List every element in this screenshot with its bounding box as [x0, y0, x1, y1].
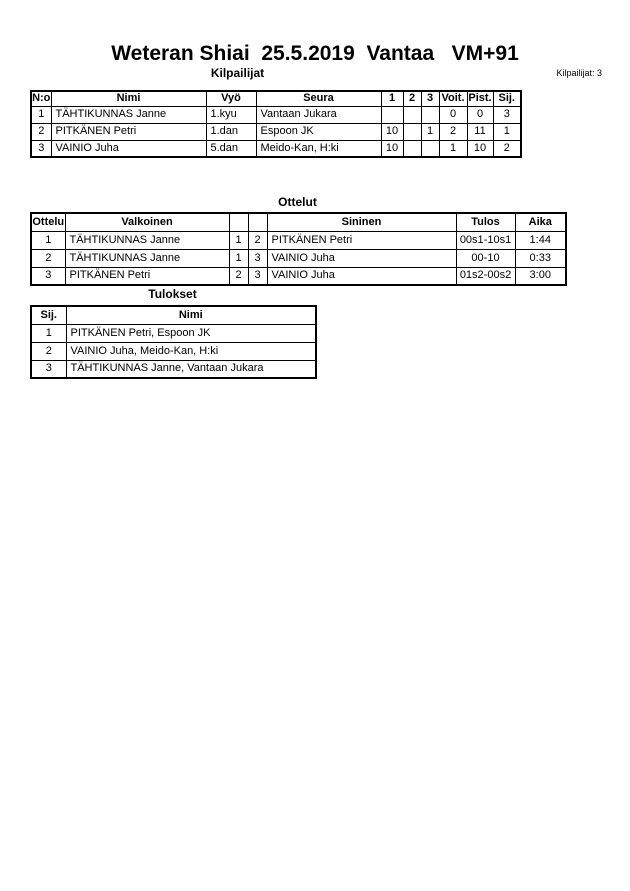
header-cell: Seura [256, 91, 381, 106]
table-header-row [31, 213, 566, 231]
cell-r2 [403, 140, 421, 157]
cell-nimi: VAINIO Juha [51, 140, 206, 157]
cell-sij: 2 [31, 342, 66, 360]
cell-r3: 1 [421, 123, 439, 140]
ottelut-table [30, 212, 567, 286]
table-row [31, 249, 566, 267]
cell-valkoinen-no: 2 [229, 267, 248, 285]
cell-sij: 1 [493, 123, 521, 140]
cell-valkoinen: TÄHTIKUNNAS Janne [65, 231, 229, 249]
cell-sininen-no: 3 [248, 249, 267, 267]
cell-r3 [421, 140, 439, 157]
cell-vyo: 1.dan [206, 123, 256, 140]
cell-sininen: VAINIO Juha [267, 267, 456, 285]
header-cell: Nimi [51, 91, 206, 106]
kilpailijat-table [30, 90, 522, 158]
cell-nimi: PITKÄNEN Petri [51, 123, 206, 140]
table-row [31, 267, 566, 285]
cell-pist: 11 [467, 123, 493, 140]
header-cell: Aika [515, 213, 566, 231]
header-cell: Valkoinen [65, 213, 229, 231]
cell-ottelu: 2 [31, 249, 65, 267]
header-cell: 3 [421, 91, 439, 106]
header-cell: 1 [381, 91, 403, 106]
cell-seura: Espoon JK [256, 123, 381, 140]
cell-voit: 1 [439, 140, 467, 157]
page-title: Weteran Shiai 25.5.2019 Vantaa VM+91 [111, 42, 519, 65]
table-header-row [31, 91, 521, 106]
cell-r1: 10 [381, 123, 403, 140]
cell-no: 3 [31, 140, 51, 157]
cell-tulos: 00-10 [456, 249, 515, 267]
header-cell: Sininen [267, 213, 456, 231]
header-cell [229, 213, 248, 231]
section-title-ottelut: Ottelut [278, 195, 317, 209]
header-cell: Voit. [439, 91, 467, 106]
cell-voit: 0 [439, 106, 467, 123]
cell-no: 2 [31, 123, 51, 140]
cell-voit: 2 [439, 123, 467, 140]
cell-sininen: PITKÄNEN Petri [267, 231, 456, 249]
cell-nimi: PITKÄNEN Petri, Espoon JK [66, 324, 316, 342]
cell-pist: 0 [467, 106, 493, 123]
cell-sij: 3 [31, 360, 66, 378]
section-title-kilpailijat: Kilpailijat [210, 66, 265, 80]
cell-ottelu: 1 [31, 231, 65, 249]
cell-seura: Meido-Kan, H:ki [256, 140, 381, 157]
cell-nimi: TÄHTIKUNNAS Janne [51, 106, 206, 123]
cell-sininen-no: 3 [248, 267, 267, 285]
cell-sininen-no: 2 [248, 231, 267, 249]
header-cell: Nimi [66, 306, 316, 324]
cell-vyo: 1.kyu [206, 106, 256, 123]
table-row [31, 324, 316, 342]
table-row [31, 231, 566, 249]
cell-r2 [403, 123, 421, 140]
header-cell: Sij. [31, 306, 66, 324]
header-cell: Tulos [456, 213, 515, 231]
section-title-tulokset: Tulokset [148, 287, 197, 301]
header-cell: Vyö [206, 91, 256, 106]
header-cell: Pist. [468, 92, 492, 105]
cell-valkoinen: PITKÄNEN Petri [65, 267, 229, 285]
cell-aika: 1:44 [515, 231, 566, 249]
table-header-row [31, 306, 316, 324]
header-cell: N:o [32, 92, 51, 105]
cell-nimi: VAINIO Juha, Meido-Kan, H:ki [66, 342, 316, 360]
cell-r1 [381, 106, 403, 123]
cell-tulos: 01s2-00s2 [456, 267, 515, 285]
tulokset-table [30, 305, 317, 379]
cell-sininen: VAINIO Juha [267, 249, 456, 267]
cell-ottelu: 3 [31, 267, 65, 285]
header-cell: Ottelu [31, 213, 65, 231]
cell-valkoinen-no: 1 [229, 249, 248, 267]
cell-pist: 10 [467, 140, 493, 157]
header-cell [248, 213, 267, 231]
cell-vyo: 5.dan [206, 140, 256, 157]
competitor-count-label: Kilpailijat: 3 [556, 68, 602, 78]
cell-valkoinen-no: 1 [229, 231, 248, 249]
header-cell: Sij. [493, 91, 521, 106]
cell-r1: 10 [381, 140, 403, 157]
cell-aika: 3:00 [515, 267, 566, 285]
cell-r3 [421, 106, 439, 123]
cell-sij: 3 [493, 106, 521, 123]
cell-valkoinen: TÄHTIKUNNAS Janne [65, 249, 229, 267]
table-row [31, 123, 521, 140]
cell-no: 1 [31, 106, 51, 123]
cell-tulos: 00s1-10s1 [456, 231, 515, 249]
table-row [31, 360, 316, 378]
table-row [31, 342, 316, 360]
cell-sij: 2 [493, 140, 521, 157]
cell-nimi: TÄHTIKUNNAS Janne, Vantaan Jukara [66, 360, 316, 378]
cell-aika: 0:33 [515, 249, 566, 267]
table-row [31, 106, 521, 123]
table-row [31, 140, 521, 157]
cell-sij: 1 [31, 324, 66, 342]
cell-seura: Vantaan Jukara [256, 106, 381, 123]
cell-r2 [403, 106, 421, 123]
header-cell: 2 [403, 91, 421, 106]
